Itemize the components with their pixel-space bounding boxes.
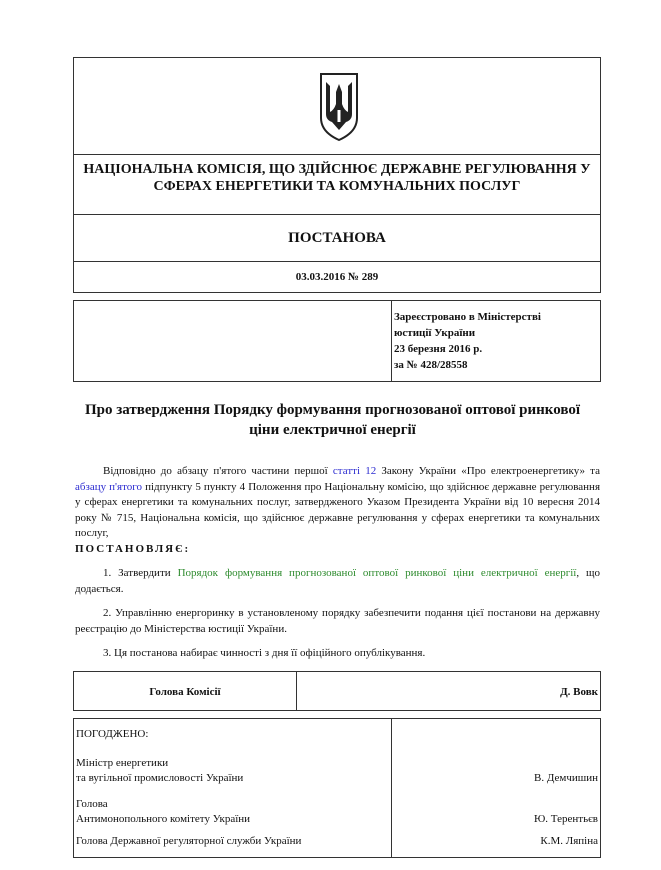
paragraph-item-1	[75, 566, 600, 597]
header-box	[73, 57, 601, 293]
registration-box	[73, 300, 601, 382]
resolve-heading: ПОСТАНОВЛЯЄ:	[75, 542, 191, 555]
text: Закону України «Про електроенергетику» та	[376, 465, 601, 477]
registration-line: юстиції України	[394, 327, 476, 339]
approver-position: Голова Державної регуляторної служби України	[76, 835, 302, 847]
approver-position: Міністр енергетики	[76, 757, 169, 769]
approver-name: В. Демчишин	[534, 772, 598, 784]
approver-position: та вугільної промисловості України	[76, 772, 244, 784]
registration-line: за № 428/28558	[394, 359, 468, 371]
approvals-positions	[74, 719, 392, 857]
document-title: Про затвердження Порядку формування прогнозованої оптової ринкової ціни електричної енергії	[85, 402, 580, 438]
approver-name: Ю. Терентьєв	[534, 813, 598, 825]
approver-position: Антимонопольного комітету України	[76, 813, 251, 825]
text: 1. Затвердити	[103, 567, 178, 579]
paragraph-item-3: 3. Ця постанова набирає чинності з дня її офіційного опублікування.	[103, 647, 426, 659]
registration-stamp	[392, 301, 541, 381]
signatory-position: Голова Комісії	[74, 672, 297, 710]
registration-line: 23 березня 2016 р.	[394, 343, 483, 355]
agency-name: НАЦІОНАЛЬНА КОМІСІЯ, ЩО ЗДІЙСНЮЄ ДЕРЖАВНЕ РЕГУЛЮВАННЯ У СФЕРАХ ЕНЕРГЕТИКИ ТА КОМУНАЛЬНИХ ПОСЛУГ	[74, 155, 600, 215]
text: підпункту 5 пункту 4 Положення про Національну комісію, що здійснює державне регулювання у сферах енергетики та комунальних послуг, затвердженого Указом Президента України від 10 вересня 2014 року № 715, Національна комісія, що здійснює державне регулювання у сферах енергетики та комунальних послуг,	[75, 480, 601, 539]
procedure-link[interactable]: Порядок формування прогнозованої оптової ринкової ціни електричної енергії	[177, 567, 577, 579]
approver-name: К.М. Ляпіна	[540, 835, 598, 847]
approver-position: Голова	[76, 798, 108, 810]
approvals-heading: ПОГОДЖЕНО:	[76, 728, 149, 740]
paragraph-preamble	[75, 464, 600, 557]
signatory-name: Д. Вовк	[560, 686, 598, 698]
paragraph-five-link[interactable]: абзацу п'ятого	[75, 480, 142, 493]
signature-box	[73, 671, 601, 711]
registration-empty-cell	[74, 301, 392, 381]
trident-emblem-icon	[318, 70, 360, 142]
date-and-number: 03.03.2016 № 289	[295, 271, 379, 283]
paragraph-item-2: 2. Управлінню енергоринку в установленому порядку забезпечити подання цієї постанови на державну реєстрацію до Міністерства юстиції України.	[75, 607, 600, 635]
text: , що додається.	[75, 567, 600, 595]
article-12-link[interactable]: статті 12	[332, 465, 377, 477]
registration-line: Зареєстровано в Міністерстві	[394, 311, 541, 323]
approvals-box	[73, 718, 601, 858]
emblem-cell	[74, 58, 600, 155]
approvals-names	[392, 719, 600, 857]
text: Відповідно до абзацу п'ятого частини першої	[103, 465, 333, 477]
document-type: ПОСТАНОВА	[74, 215, 600, 262]
